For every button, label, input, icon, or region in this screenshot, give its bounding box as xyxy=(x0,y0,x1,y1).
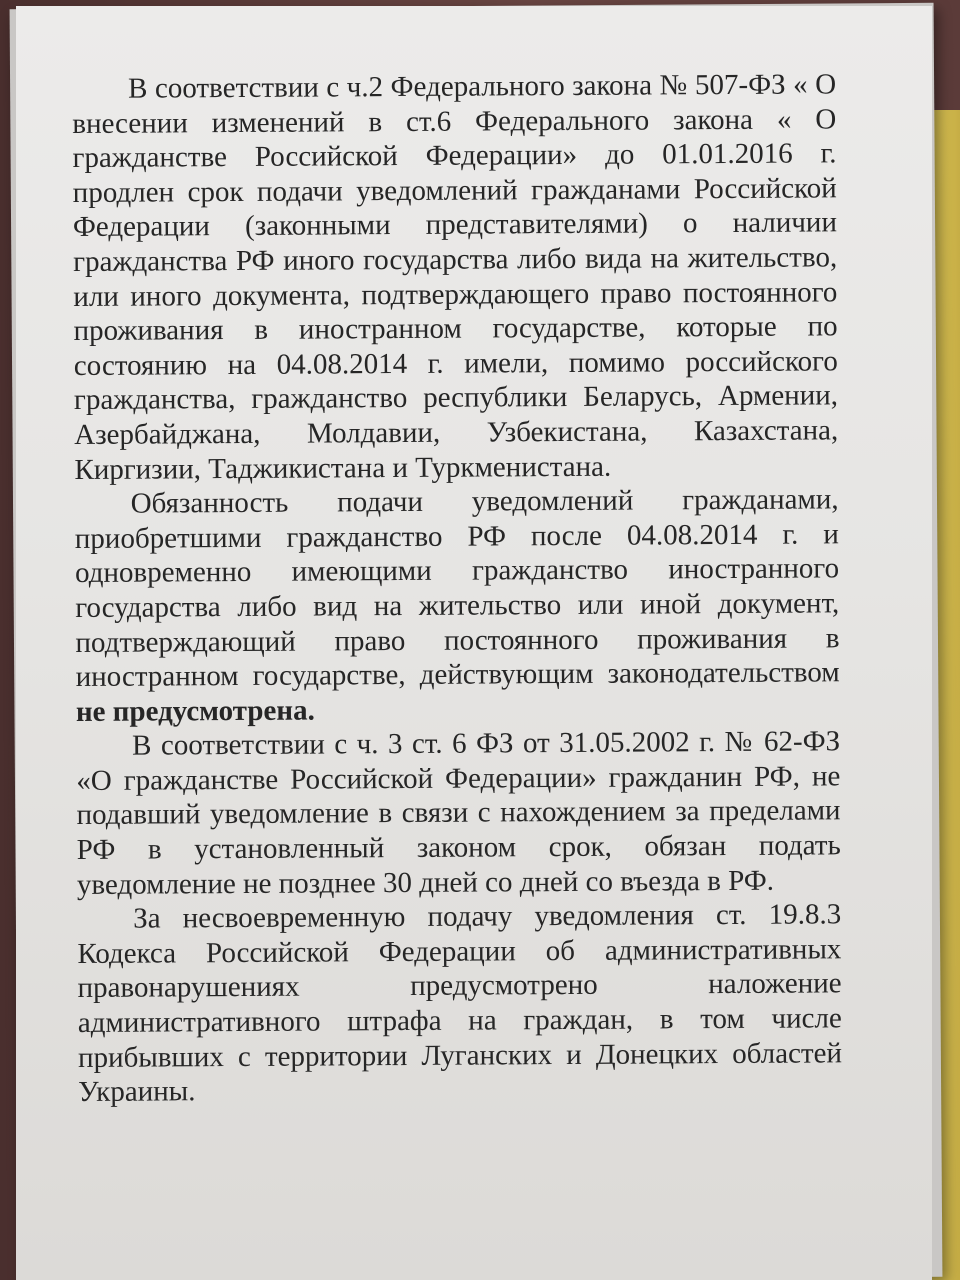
document-sheet xyxy=(16,6,932,1280)
paragraph-fine: За несвоевременную подачу уведомления ст. 19.8.3 Кодекса Российской Федерации об административных правонарушениях предусмотрено наложение административного штрафа на граждан, в том числе прибывших с территории Луганских и Донецких областей Украины. xyxy=(77,898,843,1109)
document-body xyxy=(72,67,842,1109)
paragraph-late-notification: В соответствии с ч. 3 ст. 6 ФЗ от 31.05.2002 г. № 62-ФЗ «О гражданстве Российской Федерации» гражданин РФ, не подавший уведомление в связи с нахождением за пределами РФ в установленный законом срок, обязан подать уведомление не позднее 30 дней со дней со въезда в РФ. xyxy=(76,725,841,901)
paragraph-obligation-emphasis: не предусмотрена. xyxy=(75,694,315,728)
paragraph-obligation xyxy=(75,482,840,729)
paragraph-obligation-text: Обязанность подачи уведомлений гражданами, приобретшими гражданство РФ после 04.08.2014 г. и одновременно имеющими гражданство иностранного государства либо вид на жительство или иной документ, подтверждающий право постоянного проживания в иностранном государстве, действующим законодательством xyxy=(74,483,840,694)
paragraph-notification-deadline: В соответствии с ч.2 Федерального закона № 507-ФЗ « О внесении изменений в ст.6 Федерального закона « О гражданстве Российской Федерации» до 01.01.2016 г. продлен срок подачи уведомлений гражданами Российской Федерации (законными представителями) о наличии гражданства РФ иного государства либо вида на жительство, или иного документа, подтверждающего право постоянного проживания в иностранном государстве, которые по состоянию на 04.08.2014 г. имели, помимо российского гражданства, гражданство республики Беларусь, Армении, Азербайджана, Молдавии, Узбекистана, Казахстана, Киргизии, Таджикистана и Туркменистана. xyxy=(72,68,839,486)
